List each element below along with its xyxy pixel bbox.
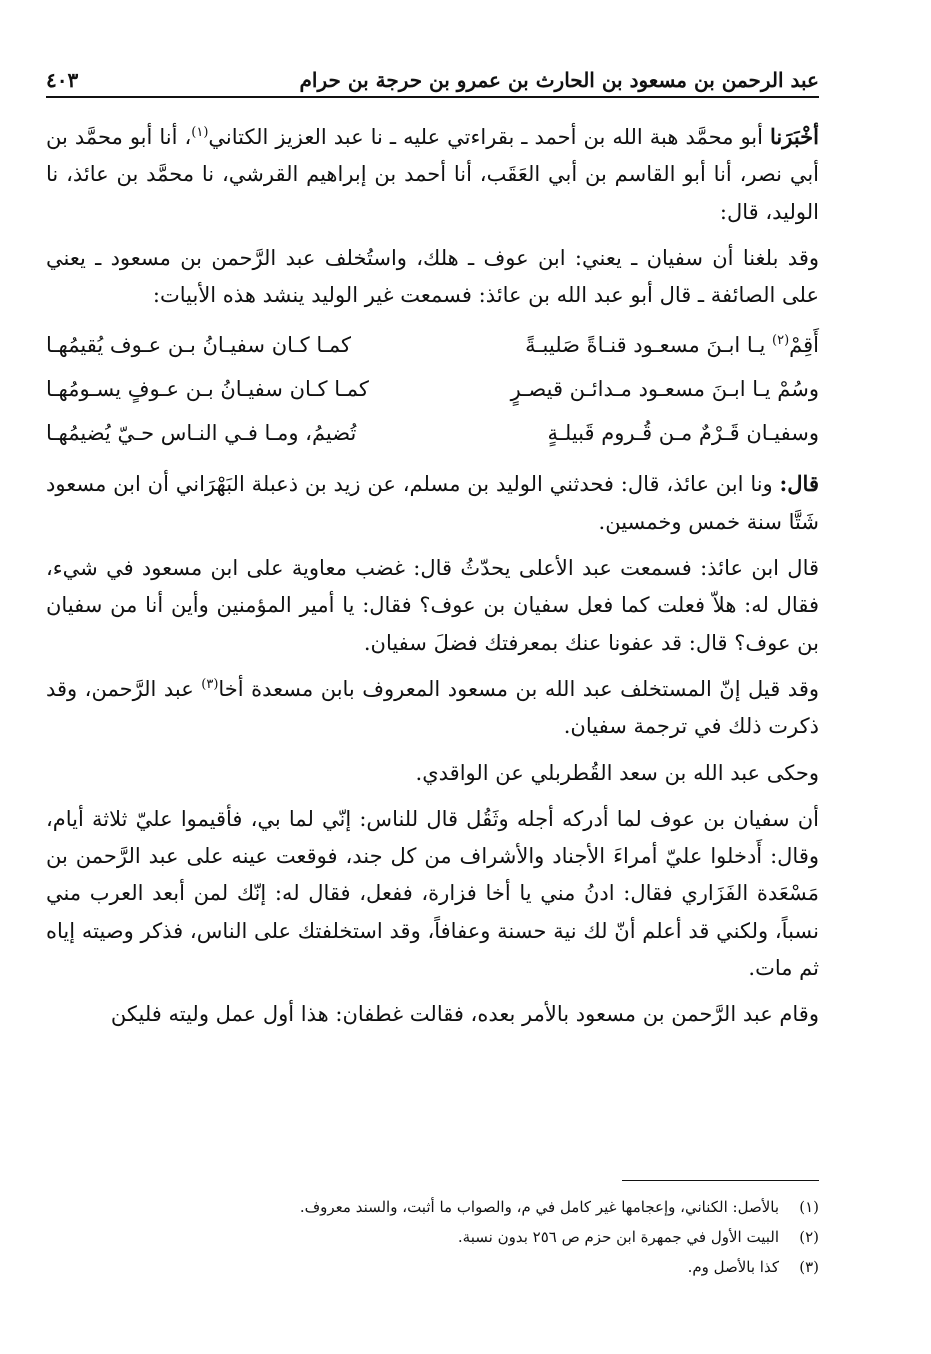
footnote-text: البيت الأول في جمهرة ابن حزم ص ٢٥٦ بدون نسبة. — [457, 1228, 779, 1246]
footnote-marker: (١) — [191, 125, 209, 140]
paragraph-text: عبد الرَّحمن، وقد ذكرت ذلك في ترجمة سفيان. — [46, 676, 819, 739]
verse-first-hemistich — [448, 327, 819, 364]
page — [46, 52, 819, 1043]
paragraph-text: وقام عبد الرَّحمن بن مسعود بالأمر بعده، فقالت غطفان: هذا أول عمل وليته فليكن — [110, 1002, 819, 1027]
paragraph-text: ، أنا أبو محمَّد بن أبي نصر، أنا أبو القاسم بن أبي العَقَب، أنا أحمد بن إبراهيم القرشي، نا محمَّد بن عائذ، نا الوليد، قال: — [46, 125, 819, 224]
verse-first-hemistich: وسُمْ يـا ابـنَ مسعـود مـدائـن قيصـرٍ — [510, 376, 819, 401]
verse-text: يـا ابـنَ مسعـود قنـاةً صَليبـةً — [525, 332, 772, 357]
paragraph-text: أن سفيان بن عوف لما أدركه أجله وثَقُل قال للناس: إنّي لما بي، فأقيموا عليّ ثلاثة أيام، وقال: أَدخلوا عليّ أمراءَ الأجناد والأشراف من كل جند، فوقعت عينه على عبد الرَّحمن بن مَسْعَدة الفَزَاري فقال: ادنُ مني يا أخا فزارة، ففعل، فقال له: إنّك لمن أبعد العرب مني نسباً، ولكني قد أعلم أنّ لك نية حسنة وعفافاً، وقد استخلفتك على الناس، فذكر وصيته إياه ثم مات. — [46, 806, 819, 981]
paragraph — [46, 755, 819, 792]
footnote — [46, 1192, 819, 1222]
running-header — [46, 52, 819, 92]
paragraph — [46, 671, 819, 746]
footnote-rule — [622, 1180, 819, 1181]
paragraph — [46, 465, 819, 541]
paragraph-text: قال ابن عائذ: فسمعت عبد الأعلى يحدّثُ قال: غضب معاوية على ابن مسعود في شيء، فقال له: هلاّ فعلت كما فعل سفيان بن عوف؟ فقال: يا أمير المؤمنين وأين أنا من سفيان بن عوف؟ قال: قد عفونا عنك بمعرفتك فضلَ سفيان. — [46, 556, 820, 655]
verse-first-hemistich: وسفيـان قَـرْمٌ مـن قُـروم قَبيلـةٍ — [547, 420, 819, 445]
running-title: عبد الرحمن بن مسعود بن الحارث بن عمرو بن حرجة بن حرام — [299, 68, 819, 92]
footnote — [46, 1222, 819, 1252]
paragraph-text: وقد قيل إنّ المستخلف عبد الله بن مسعود المعروف بابن مسعدة أخا — [218, 676, 820, 701]
paragraph-lead: قال: — [779, 471, 819, 497]
paragraph — [46, 996, 819, 1033]
footnote-text: كذا بالأصل وم. — [687, 1258, 779, 1276]
footnote-marker: (٢) — [772, 332, 790, 348]
verse-second-hemistich: تُضيمُ، ومـا فـي النـاس حـيّ يُضيمُهـا — [46, 420, 357, 445]
main-text — [46, 118, 819, 1034]
verse-line — [46, 367, 819, 411]
paragraph-text: أبو محمَّد هبة الله بن أحمد ـ بقراءتي عليه ـ نا عبد العزيز الكتاني — [208, 125, 771, 149]
footnote-number: (٣) — [799, 1258, 819, 1276]
footnote-marker: (٣) — [201, 676, 219, 692]
verse-second-hemistich: كمـا كـان سفيـانُ بـن عـوفٍ يسـومُهـا — [46, 376, 369, 401]
paragraph-text: ونا ابن عائذ، قال: فحدثني الوليد بن مسلم، عن زيد بن ذعبلة البَهْرَاني أن ابن مسعود شَتَّا سنة خمس وخمسين. — [46, 472, 819, 534]
poem — [46, 323, 819, 455]
paragraph-text: وحكى عبد الله بن سعد القُطربلي عن الواقدي. — [415, 760, 819, 785]
header-rule — [46, 96, 819, 98]
paragraph-text: وقد بلغنا أن سفيان ـ يعني: ابن عوف ـ هلك، واستُخلف عبد الرَّحمن بن مسعود ـ يعني على الصائفة ـ قال أبو عبد الله بن عائذ: فسمعت غير الوليد ينشد هذه الأبيات: — [46, 245, 819, 308]
verse-line — [46, 323, 819, 367]
paragraph — [46, 240, 819, 315]
paragraph — [46, 118, 819, 231]
verse-second-hemistich: كمـا كـان سفيـانُ بـن عـوف يُقيمُهـا — [46, 332, 352, 357]
page-number: ٤٠٣ — [46, 68, 79, 92]
verse-text: أَقِمْ — [789, 332, 819, 357]
footnote-number: (١) — [799, 1198, 819, 1216]
paragraph — [46, 801, 819, 987]
footnote — [46, 1252, 819, 1282]
verse-line — [46, 411, 819, 455]
footnote-number: (٢) — [799, 1228, 819, 1246]
paragraph — [46, 550, 819, 662]
paragraph-lead: أخْبَرَنا — [770, 124, 819, 149]
footnotes — [46, 1192, 819, 1282]
footnote-text: بالأصل: الكناني، وإعجامها غير كامل في م، والصواب ما أثبت، والسند معروف. — [299, 1198, 779, 1216]
